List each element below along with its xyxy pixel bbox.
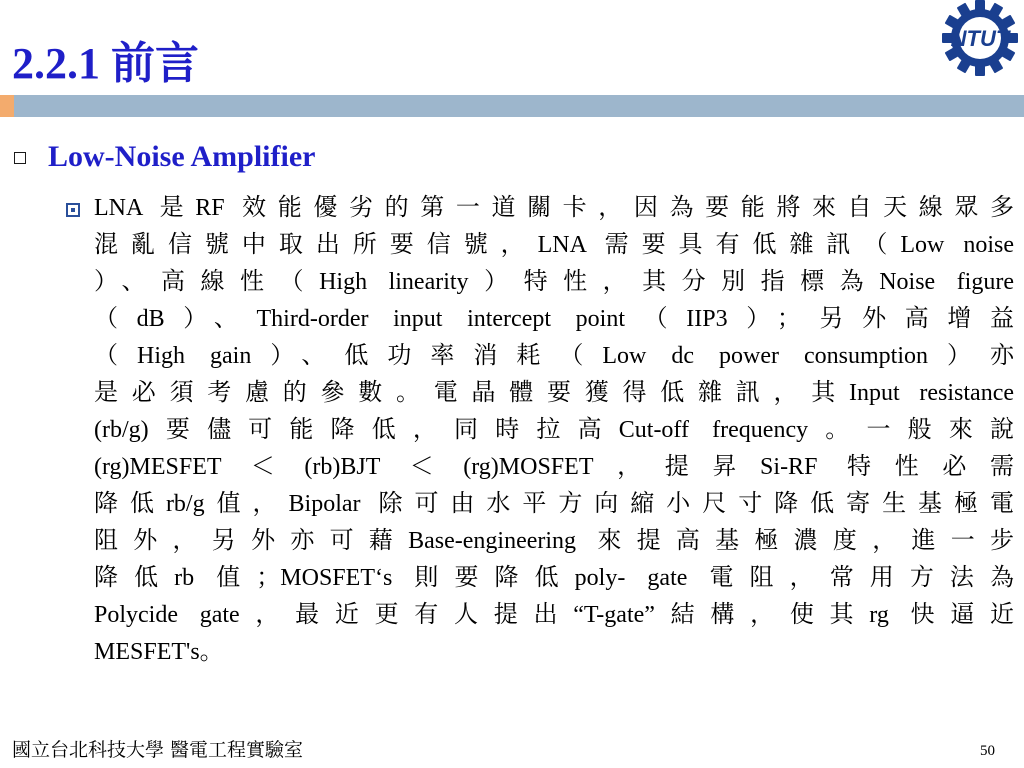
footer-organization: 國立台北科技大學 醫電工程實驗室 (12, 739, 304, 761)
body-line: ）、高線性（High linearity）特性，其分別指標為Noise figure (94, 269, 1014, 295)
body-line: 降低rb/g值，Bipolar 除可由水平方向縮小尺寸降低寄生基極電 (94, 491, 1014, 517)
body-line: （dB）、Third-order input intercept point（IIP3）；另外高增益 (94, 306, 1014, 332)
hollow-square-bullet-icon (14, 152, 26, 164)
body-line: LNA 是RF 效能優劣的第一道關卡，因為要能將來自天線眾多 (94, 195, 1014, 221)
body-line: Polycide gate，最近更有人提出“T-gate”結構，使其rg 快逼近 (94, 602, 1014, 628)
slide-title: 2.2.1 前言 (12, 39, 199, 88)
body-line: 降低rb 值；MOSFET‘s 則要降低poly- gate 電阻，常用方法為 (94, 565, 1014, 591)
body-line: （High gain）、低功率消耗（Low dc power consumption）亦 (94, 343, 1014, 369)
square-dot-bullet-icon (66, 203, 80, 217)
body-line: 混亂信號中取出所要信號，LNA 需要具有低雜訊（Low noise (94, 232, 1014, 258)
body-line: 是必須考慮的參數。電晶體要獲得低雜訊，其Input resistance (94, 380, 1014, 406)
section-heading: Low-Noise Amplifier (48, 140, 316, 173)
header-bar (14, 95, 1024, 117)
ntut-logo-icon (932, 0, 1024, 78)
body-line: 阻外，另外亦可藉Base-engineering 來提高基極濃度，進一步 (94, 528, 1014, 554)
logo-text: NTUT (950, 26, 1010, 51)
header-bar-accent (0, 95, 14, 117)
body-paragraph (94, 190, 1014, 671)
page-number: 50 (980, 743, 995, 759)
body-line: (rg)MESFET ＜ (rb)BJT ＜ (rg)MOSFET，提昇Si-RF 特性必需 (94, 454, 1014, 480)
body-line: (rb/g)要儘可能降低，同時拉高Cut-off frequency。一般來說 (94, 417, 1014, 443)
body-line: MESFET's。 (94, 639, 224, 665)
